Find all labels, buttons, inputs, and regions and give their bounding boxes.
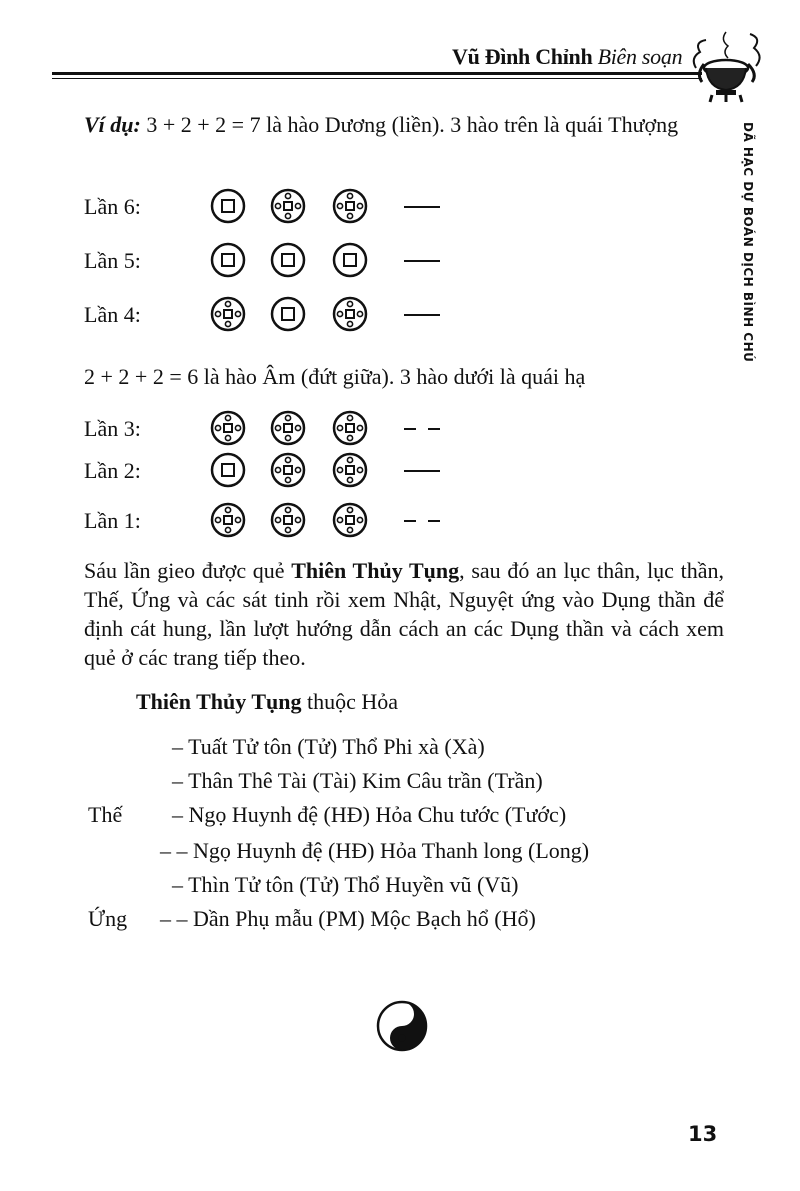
coin-plain-icon <box>270 296 306 332</box>
summary-after: , sau đó an lục thân, lục thần, Thế, Ứng và các sát tinh rồi xem Nhật, Nguyệt ứng vào Dụng thần để định cát hung, lần lượt hướng dẫn cách an các Dụng thần và cách xem quẻ ở các trang tiếp theo. <box>84 558 725 670</box>
najia-line-3: – – Ngọ Huynh đệ (HĐ) Hỏa Thanh long (Long) <box>160 838 590 863</box>
coin-dotted-icon <box>332 410 368 446</box>
yin-line-segment <box>404 428 416 430</box>
toss-label: Lần 1: <box>84 508 141 533</box>
najia-line-2: – Thìn Tử tôn (Tử) Thổ Huyền vũ (Vũ) <box>172 872 519 897</box>
coin-plain-icon <box>210 188 246 224</box>
toss-row-5 <box>84 242 544 282</box>
coin-dotted-icon <box>270 188 306 224</box>
toss-label: Lần 5: <box>84 248 141 273</box>
coin-plain-icon <box>210 452 246 488</box>
header-author <box>452 44 682 70</box>
najia-line-5: – Thân Thê Tài (Tài) Kim Câu trần (Trần) <box>172 768 543 793</box>
yin-line-segment <box>428 520 440 522</box>
toss-row-6 <box>84 188 544 228</box>
coin-dotted-icon <box>270 410 306 446</box>
header-rule-thin <box>52 78 702 79</box>
side-book-title: DÃ HẠC DỰ BOÁN DỊCH BÌNH CHÚ <box>741 122 755 363</box>
yang-line <box>404 206 440 208</box>
header-rule <box>52 72 702 75</box>
coin-dotted-icon <box>332 296 368 332</box>
the-marker: Thế <box>88 802 123 827</box>
toss-row-2 <box>84 452 544 492</box>
toss-label: Lần 2: <box>84 458 141 483</box>
yin-yang-icon <box>376 1000 428 1052</box>
najia-line-6: – Tuất Tử tôn (Tử) Thổ Phi xà (Xà) <box>172 734 485 759</box>
coin-dotted-icon <box>332 452 368 488</box>
najia-line-1: – – Dần Phụ mẫu (PM) Mộc Bạch hổ (Hổ) <box>160 906 536 931</box>
coin-dotted-icon <box>210 502 246 538</box>
yang-line <box>404 314 440 316</box>
editor-role: Biên soạn <box>597 44 683 69</box>
coin-dotted-icon <box>270 502 306 538</box>
toss-row-4 <box>84 296 544 336</box>
summary-paragraph <box>84 556 724 672</box>
najia-line-4: – Ngọ Huynh đệ (HĐ) Hỏa Chu tước (Tước) <box>172 802 567 827</box>
coin-dotted-icon <box>210 296 246 332</box>
yang-line <box>404 260 440 262</box>
toss-label: Lần 4: <box>84 302 141 327</box>
yang-line <box>404 470 440 472</box>
najia-element: thuộc Hỏa <box>301 689 399 714</box>
yin-line-segment <box>404 520 416 522</box>
hexagram-name: Thiên Thủy Tụng <box>291 558 460 583</box>
yin-line-segment <box>428 428 440 430</box>
coin-plain-icon <box>332 242 368 278</box>
najia-hexagram-name: Thiên Thủy Tụng <box>136 689 302 714</box>
summary-before: Sáu lần gieo được quẻ <box>84 558 292 583</box>
page-number: 13 <box>688 1122 718 1146</box>
coin-dotted-icon <box>332 502 368 538</box>
coin-dotted-icon <box>270 452 306 488</box>
toss-row-3 <box>84 410 544 450</box>
najia-heading <box>136 689 398 715</box>
example-text: 3 + 2 + 2 = 7 là hào Dương (liền). 3 hào trên là quái Thượng <box>140 112 679 137</box>
toss-label: Lần 6: <box>84 194 141 219</box>
example-paragraph <box>84 110 724 139</box>
lower-trigram-text: 2 + 2 + 2 = 6 là hào Âm (đứt giữa). 3 hào dưới là quái hạ <box>84 364 586 389</box>
toss-label: Lần 3: <box>84 416 141 441</box>
author-name: Vũ Đình Chỉnh <box>452 44 593 69</box>
toss-row-1 <box>84 502 544 542</box>
incense-burner-emblem-icon <box>686 28 768 104</box>
coin-plain-icon <box>210 242 246 278</box>
coin-dotted-icon <box>332 188 368 224</box>
ung-marker: Ứng <box>88 906 128 931</box>
coin-plain-icon <box>270 242 306 278</box>
example-label: Ví dụ: <box>84 112 141 137</box>
coin-dotted-icon <box>210 410 246 446</box>
